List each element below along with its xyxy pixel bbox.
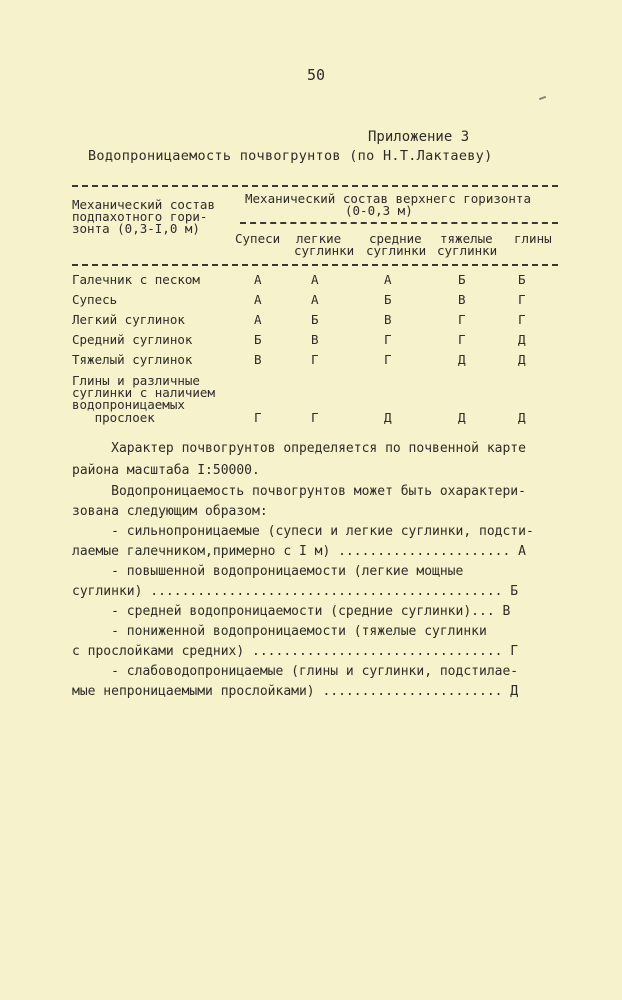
text-line: - пониженной водопроницаемости (тяжелые суглинки	[72, 624, 487, 639]
header-col5-line1: глины	[514, 231, 552, 246]
row-label-line2: суглинки с наличием	[72, 385, 215, 400]
text-line: мые непроницаемыми прослойками) ....................... Д	[72, 684, 519, 699]
cell: А	[311, 272, 319, 287]
header-col1-line1: Супеси	[235, 231, 281, 246]
cell: Г	[458, 332, 466, 347]
text-line: - слабоводопроницаемые (глины и суглинки, подстилае-	[72, 664, 519, 679]
cell: А	[254, 272, 262, 287]
cell: Б	[384, 292, 392, 307]
header-group-line2: (0-0,3 м)	[345, 203, 413, 218]
cell: Б	[311, 312, 319, 327]
cell: А	[254, 312, 262, 327]
header-col0-line1: Механический состав	[72, 197, 215, 212]
row-label: Тяжелый суглинок	[72, 352, 193, 367]
cell: Г	[518, 292, 526, 307]
cell: Д	[458, 410, 466, 425]
header-group-rule	[240, 222, 558, 224]
cell: Г	[384, 332, 392, 347]
cell: А	[384, 272, 392, 287]
cell: Д	[384, 410, 392, 425]
header-bottom-rule	[72, 264, 558, 266]
cell: А	[254, 292, 262, 307]
cell: Д	[458, 352, 466, 367]
header-col2-line2: суглинки	[294, 243, 355, 258]
table-top-rule	[72, 185, 558, 187]
row-label-line1: Глины и различные	[72, 373, 200, 388]
row-label: Средний суглинок	[72, 332, 193, 347]
text-line: района масштаба I:50000.	[72, 463, 260, 478]
text-line: - средней водопроницаемости (средние суглинки)... В	[72, 604, 511, 619]
table-title: Водопроницаемость почвогрунтов (по Н.Т.Лактаеву)	[88, 148, 493, 164]
cell: Д	[518, 352, 526, 367]
row-label: Галечник с песком	[72, 272, 200, 287]
cell: Д	[518, 410, 526, 425]
text-line: лаемые галечником,примерно с I м) ...................... А	[72, 544, 526, 559]
cell: Г	[384, 352, 392, 367]
header-col0-line2: подпахотного гори-	[72, 209, 208, 224]
cell: Б	[518, 272, 526, 287]
pen-mark	[539, 96, 546, 100]
header-group-line1: Механический состав верхнегс горизонта	[245, 191, 531, 206]
cell: Г	[458, 312, 466, 327]
header-col4-line1: тяжелые	[440, 231, 493, 246]
text-line: суглинки) ............................................. Б	[72, 584, 519, 599]
row-label: Легкий суглинок	[72, 312, 185, 327]
cell: В	[254, 352, 262, 367]
header-col4-line2: суглинки	[437, 243, 498, 258]
cell: Г	[311, 410, 319, 425]
appendix-label: Приложение 3	[368, 129, 470, 145]
row-label: Супесь	[72, 292, 118, 307]
text-line: - сильнопроницаемые (супеси и легкие суглинки, подсти-	[72, 524, 534, 539]
text-line: зована следующим образом:	[72, 504, 268, 519]
cell: Г	[311, 352, 319, 367]
text-line: - повышенной водопроницаемости (легкие мощные	[72, 564, 464, 579]
cell: А	[311, 292, 319, 307]
cell: Б	[254, 332, 262, 347]
cell: Б	[458, 272, 466, 287]
cell: В	[311, 332, 319, 347]
cell: Г	[254, 410, 262, 425]
cell: В	[458, 292, 466, 307]
header-col0-line3: зонта (0,3-I,0 м)	[72, 221, 200, 236]
header-col3-line2: суглинки	[366, 243, 427, 258]
cell: В	[384, 312, 392, 327]
text-line: Характер почвогрунтов определяется по почвенной карте	[72, 441, 526, 456]
header-col2-line1: легкие	[296, 231, 342, 246]
cell: Д	[518, 332, 526, 347]
row-label-line3: водопроницаемых	[72, 397, 185, 412]
header-col3-line1: средние	[369, 231, 422, 246]
text-line: Водопроницаемость почвогрунтов может быть охарактери-	[72, 484, 526, 499]
cell: Г	[518, 312, 526, 327]
text-line: с прослойками средних) ................................ Г	[72, 644, 519, 659]
page-number: 50	[307, 66, 326, 84]
row-label-line4: прослоек	[72, 410, 155, 425]
